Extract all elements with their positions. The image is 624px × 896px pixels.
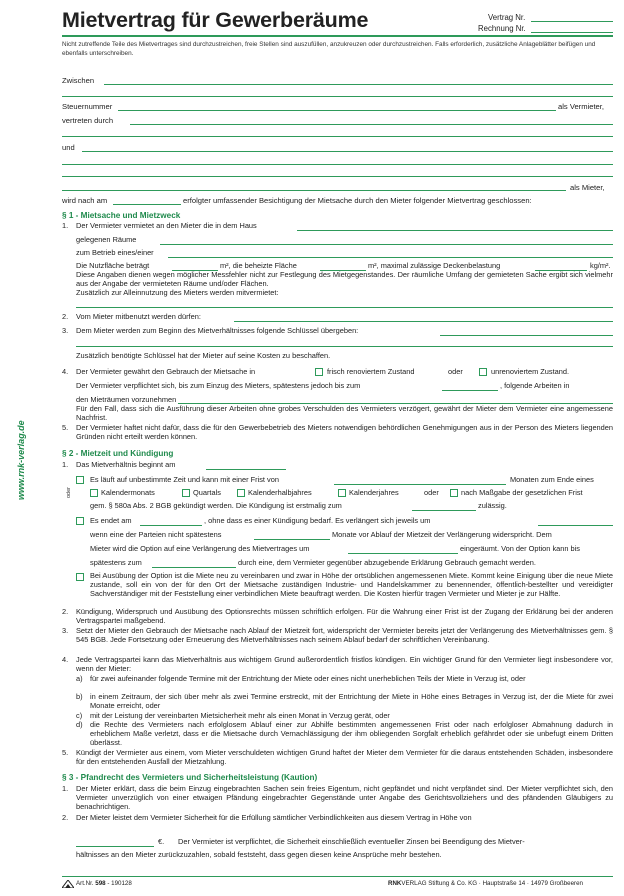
vertreten-extra-field[interactable] [62,136,613,137]
s1-angaben: Diese Angaben dienen wegen möglicher Messfehler nicht zur Festlegung des Mietgegenstandes. Der räumliche Umfang der gemieteten Sache ergibt sich vielmehr aus der Angabe der vermieteten Räume und/oder Flächen. [76,270,613,288]
s1-i2-num: 2. [62,312,69,321]
s2-quartals: Quartals [193,488,221,497]
s3-i1: Der Mieter erklärt, dass die beim Einzug eingebrachten Sachen sein freies Eigentum, nicht gepfändet und nicht verpfändet sind. Der Mieter verpflichtet sich, den Vermieter unverzüglich von einer etwaigen Pfändung eingebrachter Gegenstände unter Angabe des Gerichtsvollziehers und des pfändenden Gläubigers zu benachrichtigen. [76,784,613,811]
s1-i4-d: unrenoviertem Zustand. [491,367,570,376]
s1-i4-f: , folgende Arbeiten in [500,381,570,390]
s1-zusaetzlich: Zusätzlich zur Alleinnutzung des Mieters werden mitvermietet: [76,288,279,297]
s2-option-c: spätestens zum [90,558,142,567]
kalenderhalbjahres-checkbox[interactable] [237,489,245,497]
s2-i1-num: 1. [62,460,69,469]
s1-nutz-d: kg/m². [590,261,611,270]
wird-nach-label: wird nach am [62,196,108,205]
s2-unbefristet: Es läuft auf unbestimmte Zeit und kann mit einer Frist von [90,475,279,484]
besichtigung-date-field[interactable] [113,204,181,205]
schluessel-field[interactable] [440,335,613,336]
s2-kalenderjahres: Kalenderjahres [349,488,399,497]
mieter-extra-field[interactable] [62,190,566,191]
s2-c-label: c) [76,711,83,720]
vertrag-nr-field[interactable] [531,21,613,22]
kalendermonats-checkbox[interactable] [90,489,98,497]
vertrag-nr-label: Vertrag Nr. [488,13,526,22]
publisher-logo-icon [62,880,74,888]
widerspruch-field[interactable] [254,539,330,540]
rechnung-nr-field[interactable] [531,32,613,33]
steuernummer-field[interactable] [118,110,556,111]
kaution-amount-field[interactable] [76,846,154,847]
option-date-field[interactable] [152,567,236,568]
zwischen-label: Zwischen [62,76,95,85]
s1-schluessel: Zusätzlich benötigte Schlüssel hat der Mieter auf seine Kosten zu beschaffen. [76,351,331,360]
s3-i2: Der Mieter leistet dem Vermieter Sicherheit für die Erfüllung sämtlicher Verbindlichkeiten aus diesem Vertrag in Höhe von [76,813,472,822]
s2-i2-num: 2. [62,607,69,616]
s1-i3-num: 3. [62,326,69,335]
s1-betrieb: zum Betrieb eines/einer [76,248,154,257]
s2-endet-c: wenn eine der Parteien nicht spätestens [90,530,222,539]
befristet-checkbox[interactable] [76,517,84,525]
s2-option-b: eingeräumt. Von der Option kann bis [460,544,580,553]
s3-euro-b: Der Vermieter ist verpflichtet, die Sicherheit einschließlich eventueller Zinsen bei Beendigung des Mietver- [178,837,525,846]
s1-nutz-b: m², die beheizte Fläche [220,261,297,270]
s1-nutz-a: Die Nutzfläche beträgt [76,261,150,270]
rechnung-nr-label: Rechnung Nr. [478,24,526,33]
header-divider [62,35,613,37]
vertreten-field[interactable] [130,124,613,125]
art-nr-value: 598 [95,880,106,887]
s2-i1: Das Mietverhältnis beginnt am [76,460,176,469]
s2-zulaessig: zulässig. [478,501,507,510]
section-2-title: § 2 - Mietzeit und Kündigung [62,449,174,458]
s2-i3-num: 3. [62,626,69,635]
art-nr-label: Art.Nr. [76,880,94,887]
s2-a-label: a) [76,674,83,683]
s2-massgabe: nach Maßgabe der gesetzlichen Frist [461,488,583,497]
s1-i4-c: oder [448,367,463,376]
s2-b: in einem Zeitraum, der sich über mehr als zwei Termine erstreckt, mit der Entrichtung der Miete in Höhe eines Betrages in Verzug ist, der die Miete für zwei Monate erreicht, oder [90,692,613,710]
s3-i2-num: 2. [62,813,69,822]
s2-i5-num: 5. [62,748,69,757]
publisher-address: VERLAG Stiftung & Co. KG · Hauptstraße 14 · 14979 Großbeeren [401,880,583,887]
gesetzliche-frist-checkbox[interactable] [450,489,458,497]
s1-i2: Vom Mieter mitbenutzt werden dürfen: [76,312,201,321]
frist-field[interactable] [334,484,506,485]
footer-divider [62,876,613,877]
s2-kalenderhalbjahres: Kalenderhalbjahres [248,488,312,497]
s2-d: die Rechte des Vermieters nach erfolglosem Ablauf einer zur Abhilfe bestimmten angemessenen Frist oder nach erfolgloser Abmahnung dadurch in erheblichem Maße verletzt, dass er die Mietsache durch Vernachlässigung der ihm obliegenden Sorgfalt erheblich gefährdet oder sie unbefugt einem Dritten überlässt. [90,720,613,747]
s2-endet: Es endet am [90,516,132,525]
s1-i5: Der Vermieter haftet nicht dafür, dass die für den Gewerbebetrieb des Mieters notwendigen behördlichen Genehmigungen aus in der Person des Mieters liegenden Gründen nicht erteilt werden können. [76,423,613,441]
s2-ausuebung: Bei Ausübung der Option ist die Miete neu zu vereinbaren und zwar in Höhe der ortsüblichen angemessenen Miete. Kommt keine Einigung über die neue Miete zustande, soll ein von der für den Ort der Mietsache zuständigen Industrie- und Handelskammer zu benennender, öffentlich-bestellter und vereidigter Sachverständiger mit der Feststellung einer verbindlichen Miete beauftragt werden. Die Kosten hierfür tragen Vermieter und Mieter je zur Hälfte. [90,571,613,598]
art-nr-suffix: - 190128 [107,880,132,887]
mieter-name-field[interactable] [82,151,613,152]
oder-vertical-label: oder [66,486,72,498]
betrieb-field[interactable] [168,257,613,258]
s3-i1-num: 1. [62,784,69,793]
s1-i4-b: frisch renoviertem Zustand [327,367,415,376]
mitbenutzt-field[interactable] [234,321,613,322]
s1-i4-h: Für den Fall, dass sich die Ausführung dieser Arbeiten ohne grobes Verschulden des Vermieters verzögert, gewährt der Mieter dem Vermieter eine angemessene Nachfrist. [76,404,613,422]
als-mieter-label: als Mieter, [570,183,605,192]
s2-a: für zwei aufeinander folgende Termine mit der Entrichtung der Miete oder eines nicht unerheblichen Teils der Miete in Verzug ist, oder [90,674,526,683]
verlaengerung-field[interactable] [538,525,613,526]
erstmalig-date-field[interactable] [412,510,476,511]
arbeiten-date-field[interactable] [442,390,498,391]
s3-euro-c: hältnisses an den Mieter zurückzuzahlen, sobald feststeht, dass gegen diesen keine Ansprüche mehr bestehen. [76,850,442,859]
s1-i3: Dem Mieter werden zum Beginn des Mietverhältnisses folgende Schlüssel übergeben: [76,326,359,335]
s2-i5: Kündigt der Vermieter aus einem, vom Mieter verschuldeten wichtigen Grund haftet der Mieter dem Vermieter für die daraus entstehenden Schäden, insbesondere für den entstehenden Ausfall der Mietzahlung. [76,748,613,766]
s2-option-d: durch eine, dem Vermieter gegenüber abzugebende Erklärung Gebrauch gemacht werden. [238,558,536,567]
beginn-date-field[interactable] [206,469,286,470]
s2-b-label: b) [76,692,83,701]
s1-i4-a: Der Vermieter gewährt den Gebrauch der Mietsache in [76,367,256,376]
publisher-brand: RNK [388,880,402,887]
unrenoviert-checkbox[interactable] [479,368,487,376]
s1-i4-num: 4. [62,367,69,376]
s2-i3: Setzt der Mieter den Gebrauch der Mietsache nach Ablauf der Mietzeit fort, widerspricht der Vermieter bereits jetzt der Verlängerung des Mietverhältnisses gem. § 545 BGB. Jede Fortsetzung oder Erneuerung des Mietverhältnisses nach seinem Ablauf bedarf der schriftlichen Vereinbarung. [76,626,613,644]
mitvermietet-field[interactable] [76,307,613,308]
als-vermieter-label: als Vermieter, [558,102,605,111]
s2-i2: Kündigung, Widerspruch und Ausübung des Optionsrechts müssen schriftlich erfolgen. Für die Wahrung einer Frist ist der Zugang der Erklärung bei der anderen Vertragspartei maßgebend. [76,607,613,625]
ende-date-field[interactable] [140,525,202,526]
s1-i1-text: Der Vermieter vermietet an den Mieter die in dem Haus [76,221,257,230]
s1-gelegen: gelegenen Räume [76,235,137,244]
instructions-note: Nicht zutreffende Teile des Mietvertrages sind durchzustreichen, freie Stellen sind auszufüllen, anzukreuzen oder durchzustreichen. Falls erforderlich, zusätzliche Anlageblätter beifügen und ebenfalls unterschreiben. [62,41,596,57]
s2-i4-num: 4. [62,655,69,664]
section-1-title: § 1 - Mietsache und Mietzweck [62,211,181,220]
ausuebung-checkbox[interactable] [76,573,84,581]
s1-i1-num: 1. [62,221,69,230]
steuernummer-label: Steuernummer [62,102,113,111]
s1-i5-num: 5. [62,423,69,432]
s2-c: mit der Leistung der vereinbarten Mietsicherheit mehr als einen Monat in Verzug gerät, oder [90,711,390,720]
s2-oder: oder [424,488,439,497]
option-dauer-field[interactable] [348,553,458,554]
s1-nutz-c: m², maximal zulässige Deckenbelastung [368,261,501,270]
mieter-address-field[interactable] [62,164,613,165]
s2-d-label: d) [76,720,83,729]
kalenderjahres-checkbox[interactable] [338,489,346,497]
quartals-checkbox[interactable] [182,489,190,497]
haus-field[interactable] [297,230,613,231]
s2-option-a: Mieter wird die Option auf eine Verlängerung des Mietvertrages um [90,544,310,553]
s2-endet-b: , ohne dass es einer Kündigung bedarf. Es verlängert sich jeweils um [204,516,431,525]
page-title: Mietvertrag für Gewerberäume [62,8,369,32]
s2-monaten-ende: Monaten zum Ende eines [510,475,594,484]
s3-euro-a: €. [158,837,165,846]
s1-i4-e: Der Vermieter verpflichtet sich, bis zum Einzug des Mieters, spätestens jedoch bis zum [76,381,361,390]
section-3-title: § 3 - Pfandrecht des Vermieters und Sicherheitsleistung (Kaution) [62,773,318,782]
vermieter-address-field[interactable] [62,96,613,97]
und-label: und [62,143,75,152]
vertreten-label: vertreten durch [62,116,114,125]
raeume-field[interactable] [160,244,613,245]
mieter-address2-field[interactable] [62,176,613,177]
s2-kalendermonats: Kalendermonats [101,488,155,497]
vermieter-name-field[interactable] [104,84,613,85]
s2-i4: Jede Vertragspartei kann das Mietverhältnis aus wichtigem Grund außerordentlich fristlos kündigen. Ein wichtiger Grund für den Vermieter liegt insbesondere vor, wenn der Mieter: [76,655,613,673]
unbefristet-checkbox[interactable] [76,476,84,484]
article-number [76,880,132,887]
wird-nach-text: erfolgter umfassender Besichtigung der Mietsache durch den Mieter folgender Mietvertrag geschlossen: [183,196,532,205]
publisher-info [388,880,583,887]
frisch-renoviert-checkbox[interactable] [315,368,323,376]
s1-i4-g: den Mieträumen vorzunehmen [76,395,177,404]
schluessel-extra-field[interactable] [76,346,613,347]
side-url: www.rnk-verlag.de [16,420,26,500]
s2-gem: gem. § 580a Abs. 2 BGB gekündigt werden. Die Kündigung ist erstmalig zum [90,501,342,510]
s2-endet-d: Monate vor Ablauf der Mietzeit der Verlängerung widerspricht. Dem [332,530,552,539]
